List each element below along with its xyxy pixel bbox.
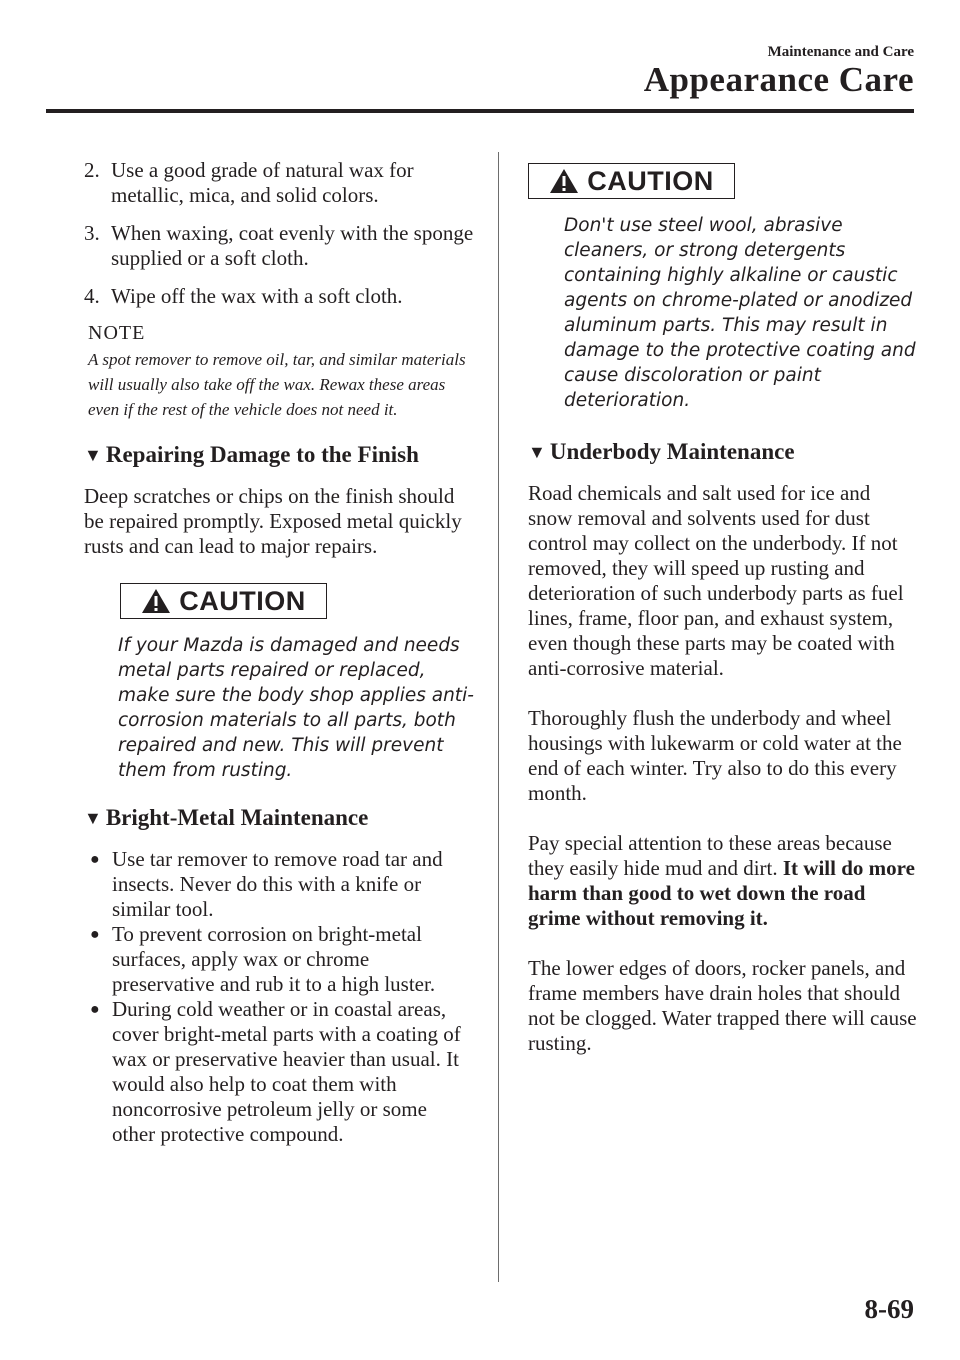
heading-repairing-damage	[84, 442, 474, 468]
step-number: 4.	[84, 284, 100, 308]
heading-text: Bright-Metal Maintenance	[105, 805, 369, 830]
section-title: Maintenance and Care	[767, 44, 914, 60]
caution-box	[120, 583, 327, 619]
caution-text: Don't use steel wool, abrasive cleaners, or strong detergents containing highly alkaline or caustic agents on chrome-plated or anodized aluminum parts. This may result in damage to the protective coating and cause discoloration or paint deterioration.	[564, 215, 916, 411]
step-2	[84, 158, 474, 208]
caution-label: CAUTION	[587, 165, 714, 196]
heading-text: Repairing Damage to the Finish	[105, 442, 419, 467]
bullet-text: Use tar remover to remove road tar and insects. Never do this with a knife or similar tool.	[112, 847, 443, 921]
step-number: 3.	[84, 221, 100, 245]
warning-icon	[549, 168, 579, 194]
caution-text: If your Mazda is damaged and needs metal parts repaired or replaced, make sure the body shop applies anti-corrosion materials to all parts, both repaired and new. This will prevent them from rusting.	[118, 635, 474, 781]
note-text: A spot remover to remove oil, tar, and similar materials will usually also take off the wax. Rewax these areas even if the rest of the vehicle does not need it.	[88, 350, 466, 419]
step-4	[84, 284, 474, 309]
underbody-paragraph-4: The lower edges of doors, rocker panels, and frame members have drain holes that should not be clogged. Water trapped there will cause rusting.	[528, 956, 917, 1055]
bullet-dot-icon: ●	[90, 926, 100, 943]
paragraph-text: Pay special attention to these areas because they easily hide mud and dirt.	[528, 831, 892, 880]
bullet-text: To prevent corrosion on bright-metal surfaces, apply wax or chrome preservative and rub it to a high luster.	[112, 922, 436, 996]
triangle-bullet-icon: ▼	[84, 444, 102, 465]
repair-paragraph: Deep scratches or chips on the finish should be repaired promptly. Exposed metal quickly rusts and can lead to major repairs.	[84, 484, 462, 558]
heading-underbody	[528, 439, 918, 465]
right-column	[528, 158, 918, 1056]
bullet-dot-icon: ●	[90, 1001, 100, 1018]
heading-bright-metal	[84, 805, 474, 831]
left-column	[84, 158, 474, 1147]
paragraph-bold-text: It will do more harm than good to wet down the road grime without removing it.	[528, 856, 915, 930]
warning-icon	[141, 588, 171, 614]
step-number: 2.	[84, 158, 100, 182]
caution-box	[528, 163, 735, 199]
note-label: NOTE	[88, 322, 146, 344]
heading-text: Underbody Maintenance	[549, 439, 795, 464]
triangle-bullet-icon: ▼	[84, 807, 102, 828]
underbody-paragraph-3	[528, 831, 918, 931]
step-text: Wipe off the wax with a soft cloth.	[111, 284, 403, 308]
step-text: Use a good grade of natural wax for metallic, mica, and solid colors.	[111, 158, 414, 207]
page-number: 8-69	[864, 1294, 914, 1324]
step-3	[84, 221, 474, 271]
bullet-item	[84, 997, 474, 1147]
bullet-item	[84, 847, 474, 922]
column-divider	[498, 152, 499, 1282]
page-title: Appearance Care	[643, 60, 914, 99]
bullet-item	[84, 922, 474, 997]
underbody-paragraph-2: Thoroughly flush the underbody and wheel housings with lukewarm or cold water at the end of each winter. Try also to do this every month.	[528, 706, 902, 805]
underbody-paragraph-1: Road chemicals and salt used for ice and snow removal and solvents used for dust control may collect on the underbody. If not removed, they will speed up rusting and deterioration of such underbody parts as fuel lines, frame, floor pan, and exhaust system, even though these parts may be coated with anti-corrosive material.	[528, 481, 904, 680]
step-text: When waxing, coat evenly with the sponge supplied or a soft cloth.	[111, 221, 474, 270]
triangle-bullet-icon: ▼	[528, 441, 546, 462]
header-rule	[46, 109, 914, 113]
bullet-text: During cold weather or in coastal areas, cover bright-metal parts with a coating of wax or preservative heavier than usual. It would also help to coat them with noncorrosive petroleum jelly or some other protective compound.	[112, 997, 461, 1146]
bullet-dot-icon: ●	[90, 851, 100, 868]
caution-label: CAUTION	[179, 585, 306, 616]
